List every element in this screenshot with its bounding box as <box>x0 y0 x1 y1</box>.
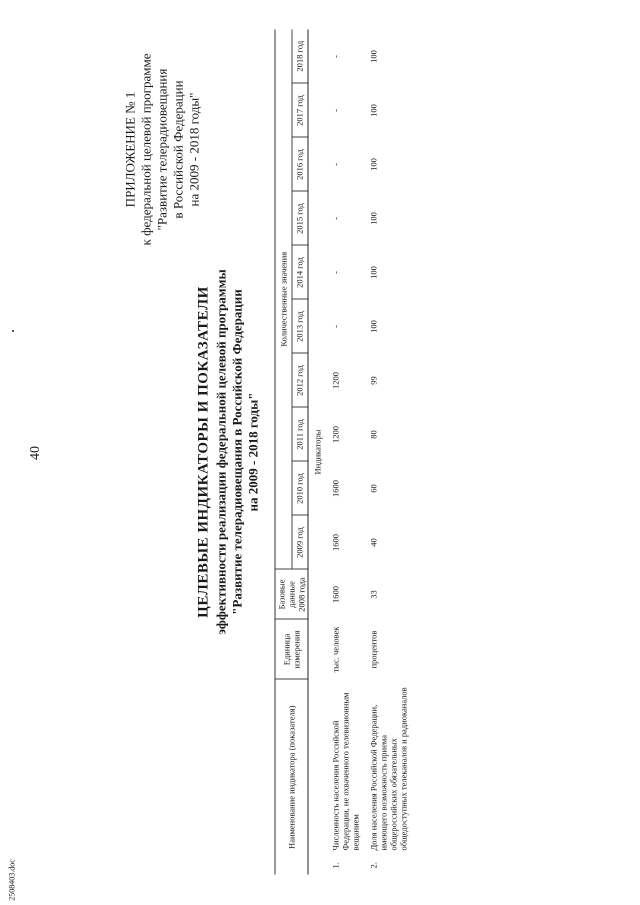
appendix-line: ПРИЛОЖЕНИЕ № 1 <box>122 91 138 208</box>
header-base-2008: Базовые данные 2008 года <box>275 569 308 619</box>
title-line: эффективности реализации федеральной целевой программы <box>213 269 229 635</box>
page-number: 40 <box>28 446 43 460</box>
table-row <box>327 29 365 874</box>
header-year: 2016 год <box>292 137 309 191</box>
unit-cell: процентов <box>368 630 379 669</box>
year-value: 1200 <box>330 425 341 443</box>
scan-speck <box>12 330 14 332</box>
year-value: - <box>330 109 341 112</box>
header-year: 2018 год <box>292 29 309 83</box>
row-number: 1. <box>330 862 341 869</box>
header-unit: Единица измерения <box>275 619 308 679</box>
year-value: 100 <box>368 158 379 171</box>
year-value: - <box>330 163 341 166</box>
title-main: ЦЕЛЕВЫЕ ИНДИКАТОРЫ И ПОКАЗАТЕЛИ <box>195 286 212 618</box>
year-value: 100 <box>368 320 379 333</box>
row-number: 2. <box>368 862 379 869</box>
base-value: 33 <box>368 590 379 599</box>
header-year: 2012 год <box>292 353 309 407</box>
year-value: 40 <box>368 538 379 547</box>
appendix-line: "Развитие телерадиовещания <box>154 68 170 231</box>
year-value: 100 <box>368 104 379 117</box>
title-line: на 2009 - 2018 годы" <box>245 392 261 512</box>
document-code: 2508403.doc <box>7 859 17 901</box>
year-value: 1600 <box>330 479 341 497</box>
year-value: 100 <box>368 50 379 63</box>
year-value: 60 <box>368 484 379 493</box>
header-quantitative-values: Количественные значения <box>275 29 292 569</box>
title-line: "Развитие телерадиовещания в Российской Федерации <box>229 289 245 615</box>
year-value: - <box>330 55 341 58</box>
header-year: 2017 год <box>292 83 309 137</box>
indicators-table <box>275 29 413 874</box>
header-year: 2010 год <box>292 461 309 515</box>
unit-cell: тыс. человек <box>330 626 341 673</box>
appendix-line: на 2009 - 2018 годы" <box>186 92 202 207</box>
base-value: 1600 <box>330 585 341 603</box>
year-value: 1200 <box>330 371 341 389</box>
document-title <box>195 30 262 875</box>
year-value: 80 <box>368 430 379 439</box>
indicator-name: Доля населения Российской Федерации, имеющего возможность приема общероссийских обязательных общедоступных телеканалов и радиоканалов <box>368 687 409 851</box>
header-year: 2015 год <box>292 191 309 245</box>
indicator-name: Численность населения Российской Федерации, не охваченного телевизионным вещанием <box>330 692 361 851</box>
year-value: 100 <box>368 212 379 225</box>
appendix-block <box>123 30 203 270</box>
section-title: Индикаторы <box>312 429 323 475</box>
header-year: 2014 год <box>292 245 309 299</box>
rotated-page-content <box>123 30 438 875</box>
year-value: 100 <box>368 266 379 279</box>
year-value: 99 <box>368 376 379 385</box>
year-value: - <box>330 325 341 328</box>
header-year: 2009 год <box>292 515 309 569</box>
year-value: 1600 <box>330 533 341 551</box>
appendix-line: к федеральной целевой программе <box>138 53 154 246</box>
table-row <box>365 29 413 874</box>
header-year: 2011 год <box>292 407 309 461</box>
header-indicator-name: Наименование индикатора (показателя) <box>275 679 308 874</box>
appendix-line: в Российской Федерации <box>170 80 186 219</box>
year-value: - <box>330 271 341 274</box>
header-year: 2013 год <box>292 299 309 353</box>
year-value: - <box>330 217 341 220</box>
